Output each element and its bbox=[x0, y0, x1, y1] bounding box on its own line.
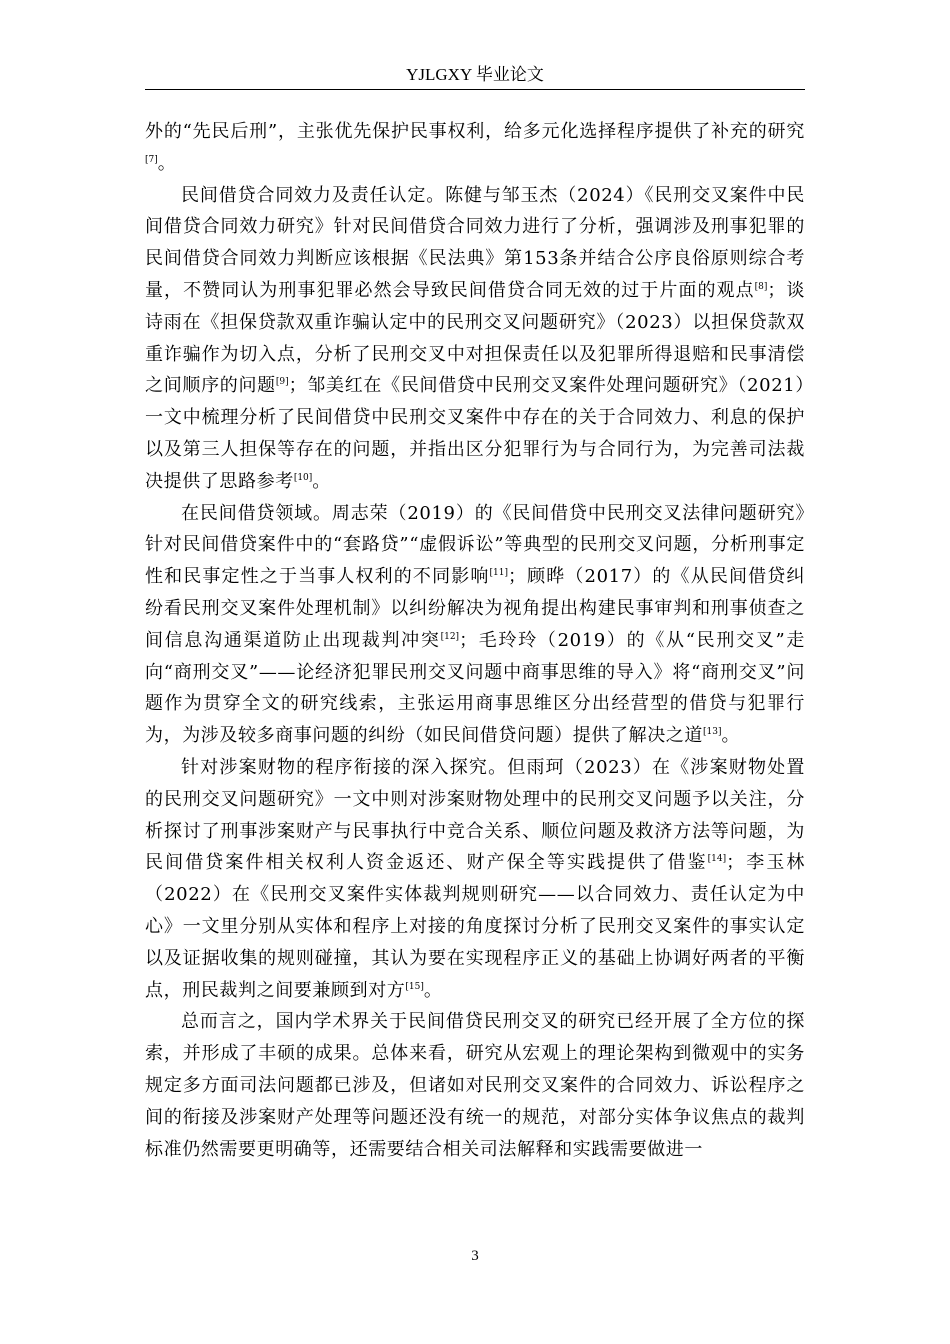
header-rule bbox=[145, 89, 805, 90]
citation-marker: [7] bbox=[145, 154, 158, 165]
paragraph-text: 。 bbox=[721, 725, 741, 747]
citation-marker: [13] bbox=[703, 727, 722, 738]
paragraph-text: 在民间借贷领域。周志荣（2019）的《民间借贷中民刑交叉法律问题研究》针对民间借贷案件中的“套路贷”“虚假诉讼”等典型的民刑交叉问题，分析刑事定性和民事定性之于当事人权利的不同影响 bbox=[145, 502, 805, 588]
citation-marker: [10] bbox=[293, 472, 313, 483]
paragraph-text: ；邹美红在《民间借贷中民刑交叉案件处理问题研究》（2021）一文中梳理分析了民间借贷中民刑交叉案件中存在的关于合同效力、利息的保护以及第三人担保等存在的问题，并指出区分犯罪行为与合同行为，为完善司法裁决提供了思路参考 bbox=[145, 375, 805, 492]
paragraph-text: 。 bbox=[423, 979, 443, 1001]
paragraph-text: ；谈诗雨在《担保贷款双重诈骗认定中的民刑交叉问题研究》（2023）以担保贷款双重诈骗作为切入点，分析了民刑交叉中对担保责任以及犯罪所得退赔和民事清偿之间顺序的问题 bbox=[145, 279, 805, 397]
citation-marker: [15] bbox=[405, 981, 424, 992]
paragraph-text: ；毛玲玲（2019）的《从“民刑交叉”走向“商刑交叉”——论经济犯罪民刑交叉问题中商事思维的导入》将“商刑交叉”问题作为贯穿全文的研究线索，主张运用商事思维区分出经营型的借贷与犯罪行为，为涉及较多商事问题的纠纷（如民间借贷问题）提供了解决之道 bbox=[145, 629, 805, 747]
body-paragraph bbox=[145, 116, 805, 180]
body-text bbox=[145, 116, 805, 1165]
body-paragraph bbox=[145, 1006, 805, 1165]
paragraph-text: ；顾晔（2017）的《从民间借贷纠纷看民刑交叉案件处理机制》以纠纷解决为视角提出构建民事审判和刑事侦查之间信息沟通渠道防止出现裁判冲突 bbox=[145, 566, 805, 651]
paragraph-text: 。 bbox=[157, 152, 177, 174]
citation-marker: [12] bbox=[440, 631, 460, 642]
citation-marker: [14] bbox=[707, 854, 727, 865]
page-number: 3 bbox=[471, 1248, 479, 1264]
paragraph-text: 外的“先民后刑”，主张优先保护民事权利，给多元化选择程序提供了补充的研究 bbox=[145, 121, 805, 142]
citation-marker: [8] bbox=[754, 281, 768, 292]
paragraph-text: 民间借贷合同效力及责任认定。陈健与邹玉杰（2024）《民刑交叉案件中民间借贷合同效力研究》针对民间借贷合同效力进行了分析，强调涉及刑事犯罪的民间借贷合同效力判断应该根据《民法典》第153条并结合公序良俗原则综合考量，不赞同认为刑事犯罪必然会导致民间借贷合同无效的过于片面的观点 bbox=[145, 184, 805, 301]
paragraph-text: 针对涉案财物的程序衔接的深入探究。但雨珂（2023）在《涉案财物处置的民刑交叉问题研究》一文中则对涉案财物处理中的民刑交叉问题予以关注，分析探讨了刑事涉案财产与民事执行中竞合关系、顺位问题及救济方法等问题，为民间借贷案件相关权利人资金返还、财产保全等实践提供了借鉴 bbox=[145, 756, 805, 874]
paragraph-text: 总而言之，国内学术界关于民间借贷民刑交叉的研究已经开展了全方位的探索，并形成了丰硕的成果。总体来看，研究从宏观上的理论架构到微观中的实务规定多方面司法问题都已涉及，但诸如对民刑交叉案件的合同效力、诉讼程序之间的衔接及涉案财产处理等问题还没有统一的规范，对部分实体争议焦点的裁判标准仍然需要更明确等，还需要结合相关司法解释和实践需要做进一 bbox=[145, 1011, 805, 1160]
paragraph-text: ；李玉林（2022）在《民刑交叉案件实体裁判规则研究——以合同效力、责任认定为中心》一文里分别从实体和程序上对接的角度探讨分析了民刑交叉案件的事实认定以及证据收集的规则碰撞，其认为要在实现程序正义的基础上协调好两者的平衡点，刑民裁判之间要兼顾到对方 bbox=[145, 852, 806, 1001]
citation-marker: [11] bbox=[489, 568, 508, 579]
body-paragraph bbox=[145, 752, 805, 1006]
citation-marker: [9] bbox=[275, 377, 289, 388]
body-paragraph bbox=[145, 498, 805, 752]
running-header: YJLGXY 毕业论文 bbox=[406, 65, 544, 84]
paragraph-text: 。 bbox=[312, 470, 331, 492]
body-paragraph bbox=[145, 180, 805, 498]
